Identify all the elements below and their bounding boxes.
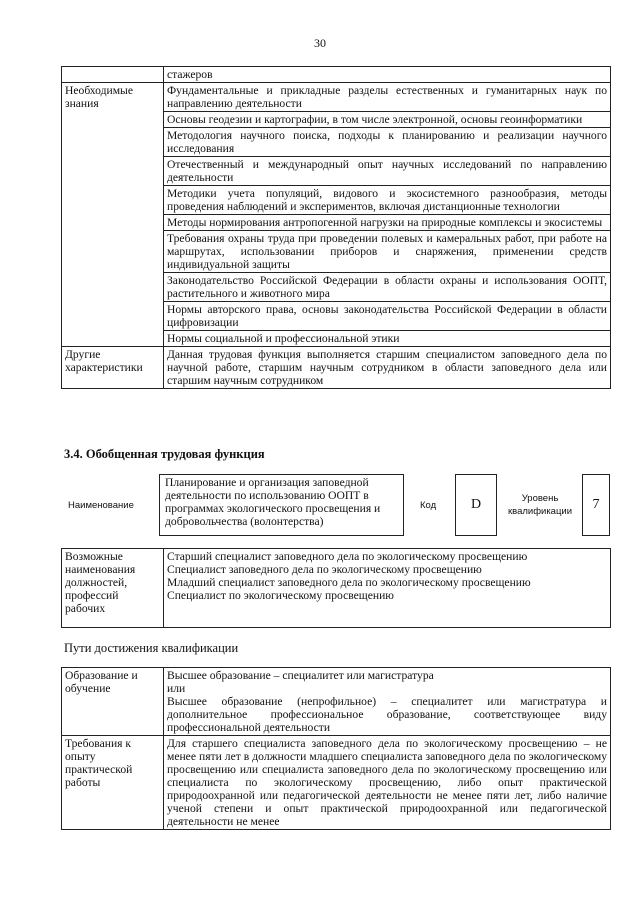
knowledge-table xyxy=(61,66,611,389)
name-label: Наименование xyxy=(68,500,134,511)
row-label: Образование и обучение xyxy=(62,668,164,736)
row-value: стажеров xyxy=(164,67,611,83)
row-value: Для старшего специалиста заповедного дела по экологическому просвещению – не менее пяти лет в должности младшего специалиста заповедного дела по экологическому просвещению или специалиста заповедного дела по экологическому просвещению или специалиста по экологическому просвещению, либо опыт практической природоохранной или педагогической деятельности не менее пяти лет, либо наличие ученой степени и опыт практической природоохранной или педагогической деятельности не менее xyxy=(164,736,611,830)
function-name-box: Планирование и организация заповедной деятельности по использованию ООПТ в программах экологического просвещения и добровольчества (волонтерства) xyxy=(159,474,404,536)
row-value: Требования охраны труда при проведении полевых и камеральных работ, при работе на маршрутах, использовании приборов и снаряжения, применении средств индивидуальной защиты xyxy=(164,231,611,273)
row-value xyxy=(164,668,611,736)
table-row xyxy=(62,67,611,83)
row-label: Требования к опыту практической работы xyxy=(62,736,164,830)
education-line: Высшее образование (непрофильное) – специалитет или магистратура и дополнительное профессиональное образование, соответствующее виду профессиональной деятельности xyxy=(167,695,607,734)
table-row xyxy=(62,736,611,830)
row-value: Методики учета популяций, видового и экосистемного разнообразия, методы проведения наблюдений и экспериментов, включая дистанционные технологии xyxy=(164,186,611,215)
position-item: Младший специалист заповедного дела по экологическому просвещению xyxy=(167,576,531,589)
row-label xyxy=(62,67,164,83)
row-value: Методология научного поиска, подходы к планированию и реализации научного исследования xyxy=(164,128,611,157)
row-label: Другие характеристики xyxy=(62,347,164,389)
paths-title: Пути достижения квалификации xyxy=(64,641,239,655)
row-value: Законодательство Российской Федерации в области охраны и использования ООПТ, растительного и животного мира xyxy=(164,273,611,302)
position-item: Специалист заповедного дела по экологическому просвещению xyxy=(167,563,482,576)
education-line: или xyxy=(167,682,186,695)
level-value: 7 xyxy=(582,474,610,536)
section-title: 3.4. Обобщенная трудовая функция xyxy=(64,447,265,461)
position-item: Специалист по экологическому просвещению xyxy=(167,589,394,602)
row-value: Отечественный и международный опыт научных исследований по направлению деятельности xyxy=(164,157,611,186)
qualification-paths-table xyxy=(61,667,611,830)
row-value: Фундаментальные и прикладные разделы естественных и гуманитарных наук по направлению деятельности xyxy=(164,83,611,112)
row-label: Возможные наименования должностей, профессий рабочих xyxy=(62,549,164,628)
table-row xyxy=(62,668,611,736)
page-number: 30 xyxy=(314,36,326,50)
row-label: Необходимые знания xyxy=(62,83,164,347)
row-value: Нормы социальной и профессиональной этики xyxy=(164,331,611,347)
code-label: Код xyxy=(420,500,437,511)
table-row xyxy=(62,83,611,112)
row-value: Данная трудовая функция выполняется старшим специалистом заповедного дела по научной работе, старшим научным сотрудником в области заповедного дела или старшим научным сотрудником xyxy=(164,347,611,389)
code-value: D xyxy=(455,474,497,536)
position-item: Старший специалист заповедного дела по экологическому просвещению xyxy=(167,550,528,563)
level-label: Уровень квалификации xyxy=(507,493,573,517)
row-value: Основы геодезии и картографии, в том числе электронной, основы геоинформатики xyxy=(164,112,611,128)
table-row xyxy=(62,549,611,628)
row-value: Нормы авторского права, основы законодательства Российской Федерации в области цифровизации xyxy=(164,302,611,331)
positions-table xyxy=(61,548,611,628)
education-line: Высшее образование – специалитет или магистратура xyxy=(167,669,434,682)
row-value: Методы нормирования антропогенной нагрузки на природные комплексы и экосистемы xyxy=(164,215,611,231)
table-row xyxy=(62,347,611,389)
row-value xyxy=(164,549,611,628)
